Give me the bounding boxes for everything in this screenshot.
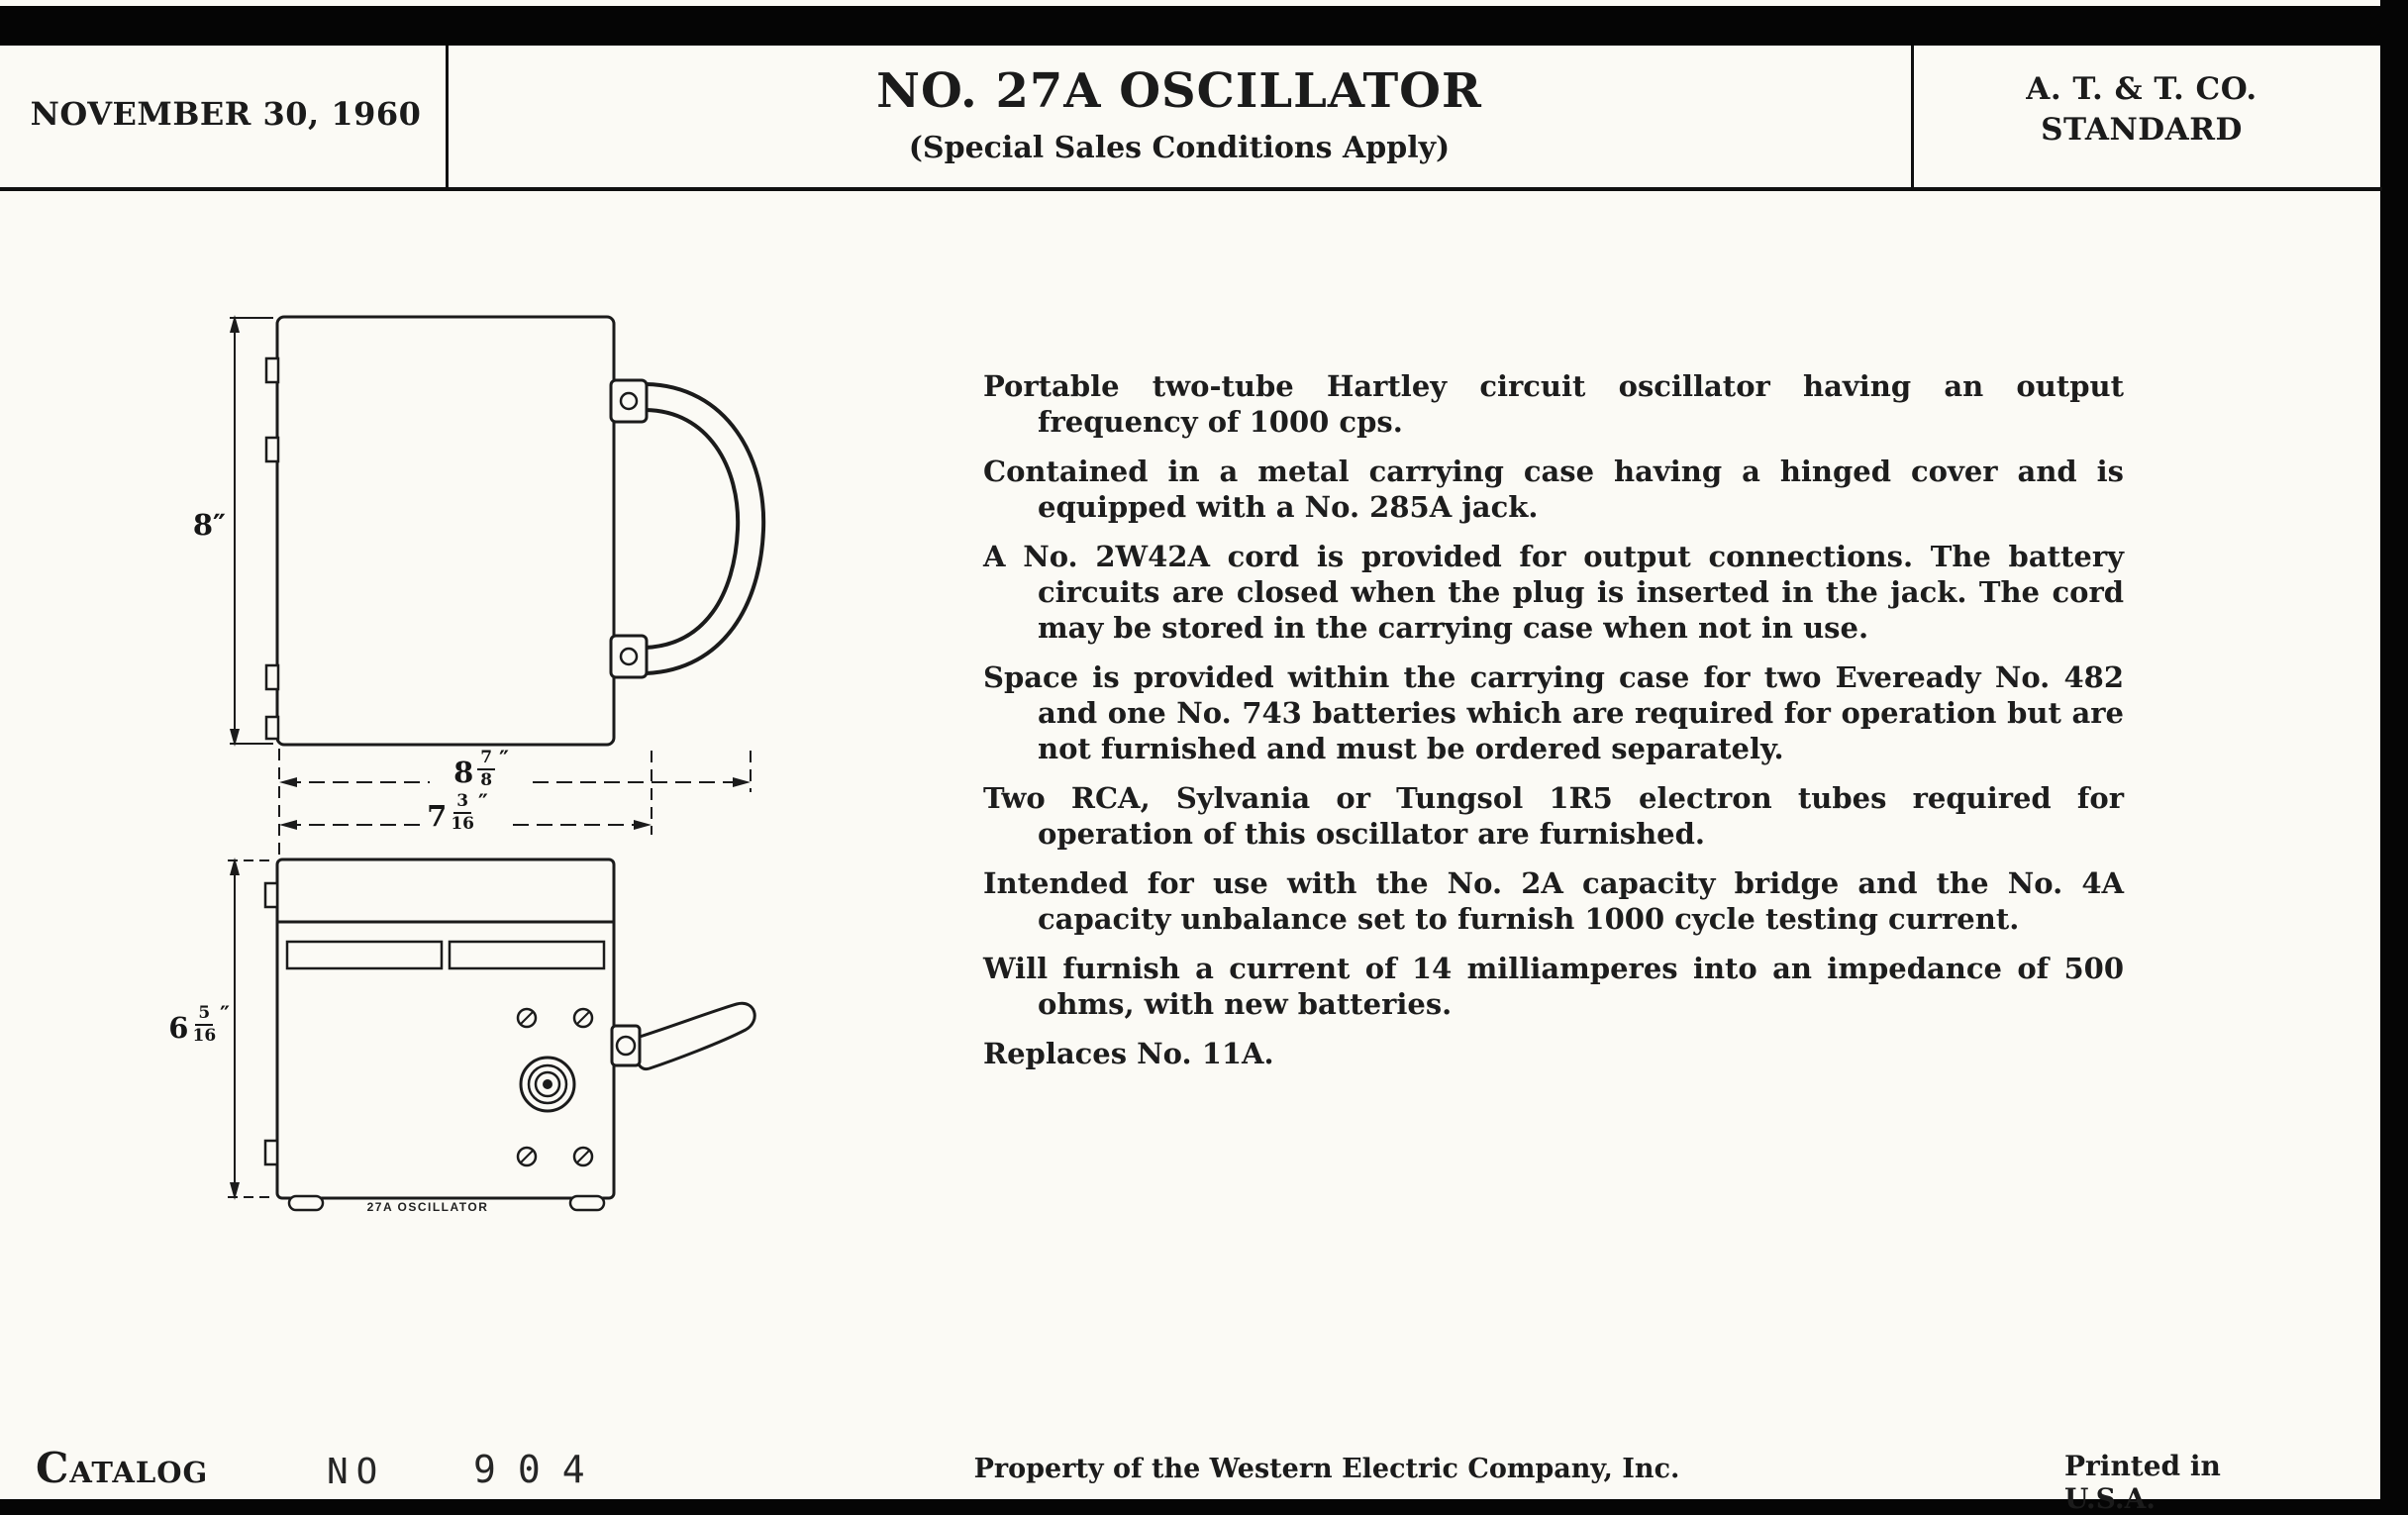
inch-mark: ″ xyxy=(220,1002,230,1028)
spec-paragraph: Space is provided within the carrying case for two Eveready No. 482 and one No. 743 batteries which are required for operation but are not furnished and must be ordered separately. xyxy=(983,660,2124,765)
spec-paragraph: Two RCA, Sylvania or Tungsol 1R5 electron tubes required for operation of this oscillator are furnished. xyxy=(983,781,2124,851)
standard-line: STANDARD xyxy=(2041,112,2243,148)
catalog-no-stamp: NO xyxy=(327,1452,386,1492)
inch-mark: ″ xyxy=(499,747,509,772)
dimension-outer-width xyxy=(424,747,539,792)
scan-edge-top xyxy=(0,6,2382,46)
spec-paragraph: Contained in a metal carrying case having a hinged cover and is equipped with a No. 285A jack. xyxy=(983,454,2124,524)
property-notice: Property of the Western Electric Company, Inc. xyxy=(973,1454,1680,1484)
spec-paragraph: Will furnish a current of 14 milliamperes into an impedance of 500 ohms, with new batteries. xyxy=(983,952,2124,1021)
catalog-label: Catalog xyxy=(36,1444,209,1492)
front-view-case xyxy=(265,859,614,1210)
spec-paragraph: Replaces No. 11A. xyxy=(983,1037,1274,1070)
dimension-whole: 7 xyxy=(427,798,448,833)
printed-in-usa: Printed in U.S.A. xyxy=(2064,1450,2221,1515)
dimension-front-height xyxy=(119,1002,230,1048)
title-cell xyxy=(448,63,1911,165)
dimension-whole: 8 xyxy=(453,755,474,789)
dimension-fraction: $\frac{3}{16}$ xyxy=(451,791,474,834)
dimension-side-height xyxy=(168,508,226,542)
spec-paragraph: Intended for use with the No. 2A capacity bridge and the No. 4A capacity unbalance set to furnish 1000 cycle testing current. xyxy=(983,866,2124,936)
folded-handle-front xyxy=(612,1003,754,1068)
drawing-caption: 27A OSCILLATOR xyxy=(366,1200,489,1214)
scan-edge-right xyxy=(2380,0,2408,1515)
dimension-fraction: $\frac{5}{16}$ xyxy=(192,1003,217,1046)
spec-paragraph: Portable two-tube Hartley circuit oscillator having an output frequency of 1000 cps. xyxy=(983,369,2124,439)
dimension-fraction: $\frac{7}{8}$ xyxy=(477,750,495,789)
catalog-number-stamp: 904 xyxy=(473,1448,607,1491)
side-view-case xyxy=(266,317,614,745)
spec-description xyxy=(983,368,2124,1085)
standard-cell xyxy=(1914,69,2369,151)
dimension-whole: 6 xyxy=(168,1010,189,1045)
scan-edge-bottom xyxy=(0,1499,2408,1515)
spec-paragraph: A No. 2W42A cord is provided for output connections. The battery circuits are closed when the plug is inserted in the jack. The cord may be stored in the carrying case when not in use. xyxy=(983,540,2124,645)
output-jack xyxy=(521,1058,574,1111)
dimension-value: 8″ xyxy=(192,508,226,542)
issue-date: NOVEMBER 30, 1960 xyxy=(30,95,422,133)
carrying-handle xyxy=(611,380,751,677)
company-line: A. T. & T. CO. xyxy=(2026,71,2258,107)
page-title: NO. 27A OSCILLATOR xyxy=(876,63,1482,119)
page-subtitle: (Special Sales Conditions Apply) xyxy=(908,131,1451,165)
dimension-inner-width xyxy=(400,790,515,836)
masthead-rule xyxy=(0,187,2382,191)
inch-mark: ″ xyxy=(478,790,488,816)
